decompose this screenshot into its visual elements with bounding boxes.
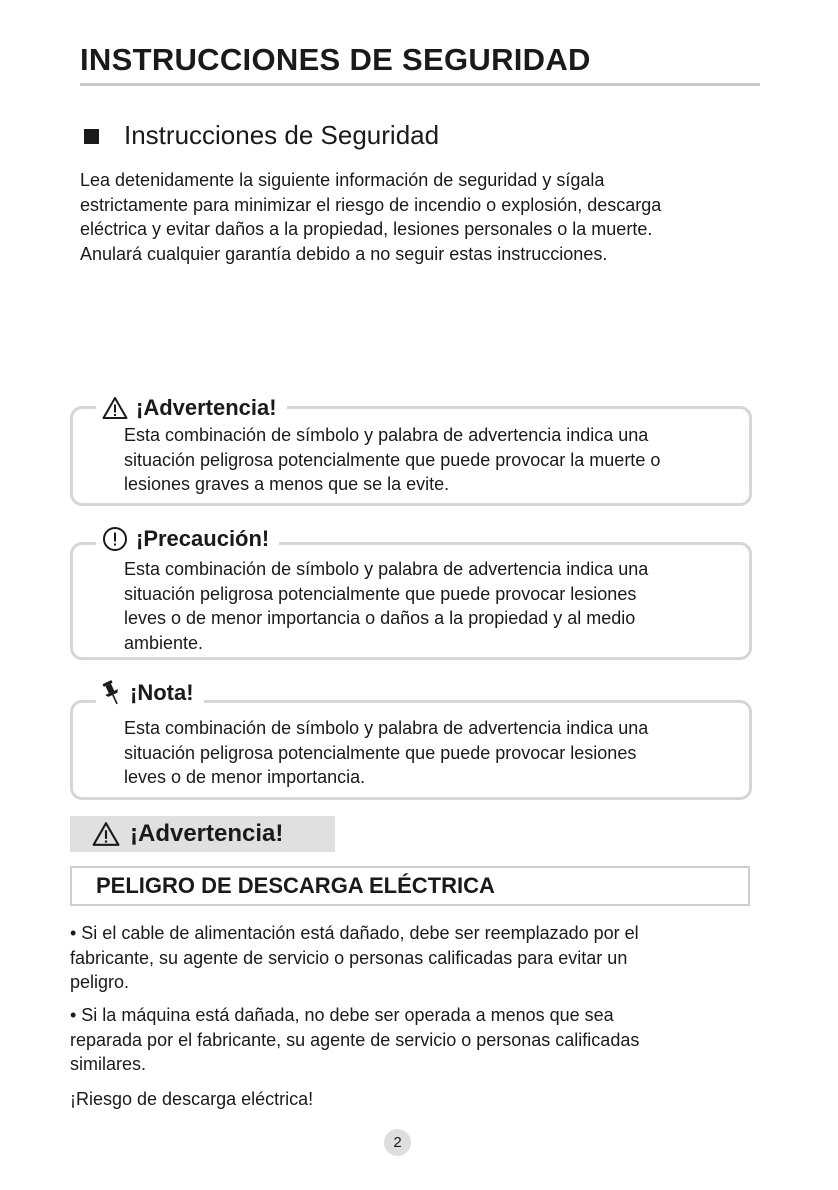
title-divider	[80, 83, 760, 86]
caution-label-text: ¡Precaución!	[136, 526, 270, 551]
notice-line: leves o de menor importancia.	[124, 767, 366, 787]
bullet-paragraph-cable	[70, 921, 750, 995]
notice-line: situación peligrosa potencialmente que puede provocar lesiones	[124, 742, 637, 763]
warning-label-text: ¡Advertencia!	[136, 395, 277, 420]
page-number: 2	[384, 1129, 411, 1156]
paragraph-line: • Si el cable de alimentación está dañado, debe ser reemplazado por el	[70, 923, 639, 943]
paragraph-line: • Si la máquina está dañada, no debe ser operada a menos que sea	[70, 1005, 614, 1025]
intro-line: Anulará cualquier garantía debido a no seguir estas instrucciones.	[80, 243, 608, 264]
electrical-warning-banner	[70, 816, 335, 852]
bullet-paragraph-machine	[70, 1003, 750, 1077]
paragraph-line: reparada por el fabricante, su agente de servicio o personas calificadas	[70, 1029, 640, 1050]
notice-line: lesiones graves a menos que se la evite.	[124, 474, 450, 494]
electric-shock-danger-box	[70, 866, 750, 906]
danger-title: PELIGRO DE DESCARGA ELÉCTRICA	[96, 873, 495, 898]
notice-line: Esta combinación de símbolo y palabra de advertencia indica una	[124, 718, 649, 738]
shock-risk-text: ¡Riesgo de descarga eléctrica!	[70, 1089, 314, 1109]
electrical-warning-label: ¡Advertencia!	[130, 820, 284, 847]
section-heading: Instrucciones de Seguridad	[124, 120, 440, 150]
intro-line: Lea detenidamente la siguiente información de seguridad y sígala	[80, 170, 605, 190]
warning-notice-label	[96, 393, 287, 423]
pushpin-icon	[102, 679, 122, 707]
caution-notice-label	[96, 524, 279, 554]
square-bullet-icon	[84, 129, 99, 144]
note-notice-label	[96, 678, 204, 708]
intro-paragraph	[80, 168, 760, 266]
notice-line: Esta combinación de símbolo y palabra de advertencia indica una	[124, 425, 649, 445]
paragraph-line: similares.	[70, 1054, 147, 1074]
intro-line: eléctrica y evitar daños a la propiedad, lesiones personales o la muerte.	[80, 219, 653, 239]
note-label-text: ¡Nota!	[130, 680, 194, 705]
warning-triangle-icon	[102, 396, 128, 420]
paragraph-line: fabricante, su agente de servicio o personas calificadas para evitar un	[70, 947, 628, 968]
notice-line: Esta combinación de símbolo y palabra de advertencia indica una	[124, 559, 649, 579]
warning-triangle-icon	[92, 821, 120, 847]
page-title: INSTRUCCIONES DE SEGURIDAD	[80, 42, 591, 77]
notice-line: ambiente.	[124, 632, 204, 653]
caution-notice-text	[124, 557, 734, 655]
notice-line: situación peligrosa potencialmente que puede provocar la muerte o	[124, 449, 661, 470]
notice-line: leves o de menor importancia o daños a la propiedad y al medio	[124, 608, 636, 628]
notice-line: situación peligrosa potencialmente que puede provocar lesiones	[124, 583, 637, 604]
paragraph-line: peligro.	[70, 972, 130, 992]
intro-line: estrictamente para minimizar el riesgo de incendio o explosión, descarga	[80, 194, 662, 215]
note-notice-text	[124, 716, 734, 790]
exclamation-circle-icon	[102, 526, 128, 552]
warning-notice-text	[124, 423, 734, 497]
